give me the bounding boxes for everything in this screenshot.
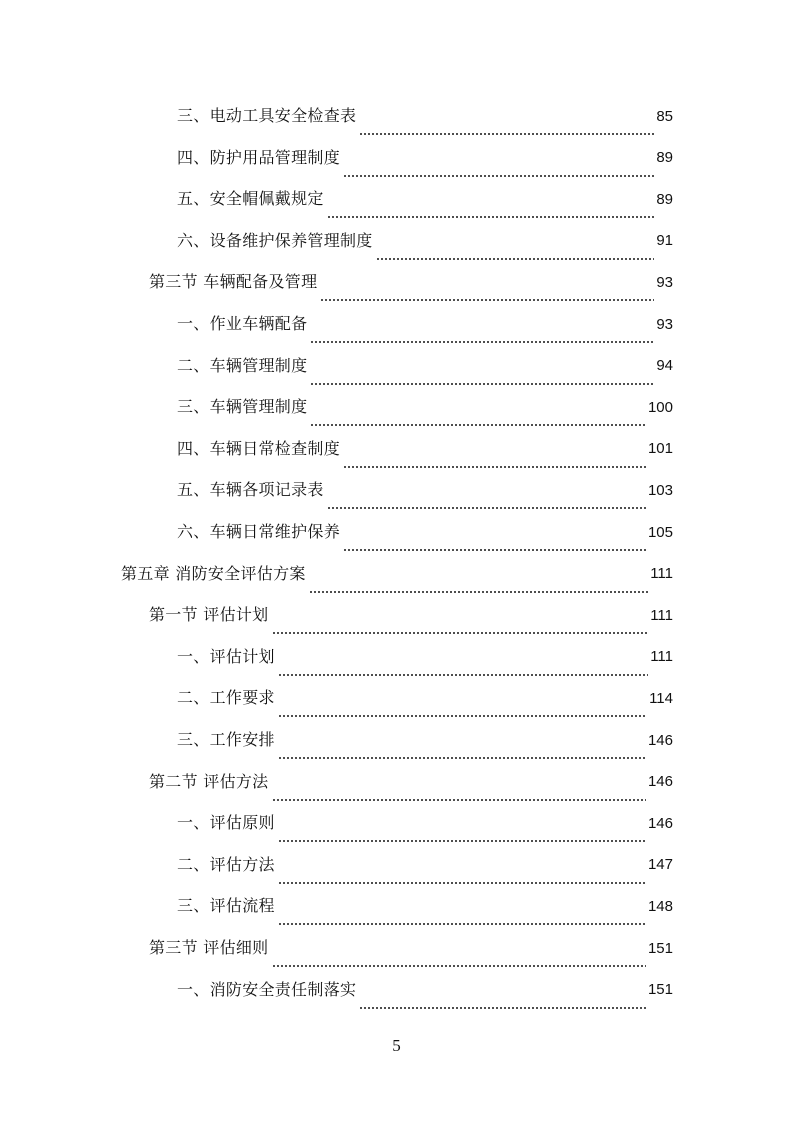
toc-entry[interactable] [177,512,673,552]
toc-dot-leader [310,403,646,427]
toc-entry-title: 五、安全帽佩戴规定 [177,189,324,209]
toc-entry[interactable] [149,262,673,302]
toc-dot-leader [310,362,654,386]
toc-entry[interactable] [177,138,673,178]
toc-entry[interactable] [177,470,673,510]
toc-entry[interactable] [177,304,673,344]
toc-entry[interactable] [177,387,673,427]
toc-entry[interactable] [177,637,673,677]
toc-entry-title: 第五章 消防安全评估方案 [121,563,306,583]
toc-entry-page: 100 [647,398,673,416]
toc-entry[interactable] [177,429,673,469]
toc-dot-leader [278,653,648,677]
toc-dot-leader [343,528,646,552]
toc-dot-leader [309,570,649,594]
toc-entry-page: 85 [656,107,673,125]
toc-dot-leader [343,154,654,178]
toc-entry[interactable] [177,221,673,261]
toc-entry-page: 89 [656,149,673,167]
toc-entry[interactable] [177,886,673,926]
toc-entry-page: 146 [647,773,673,791]
toc-entry[interactable] [177,845,673,885]
toc-entry-page: 111 [650,606,673,624]
page-number: 5 [392,1036,401,1055]
toc-entry-page: 93 [656,315,673,333]
toc-dot-leader [376,237,655,261]
toc-entry[interactable] [177,678,673,718]
toc-entry[interactable] [149,928,673,968]
toc-entry-title: 第三节 评估细则 [149,938,269,957]
toc-entry[interactable] [177,179,673,219]
toc-dot-leader [359,986,646,1010]
toc-entry-page: 111 [650,648,673,666]
toc-dot-leader [327,486,646,510]
toc-entry-title: 一、评估计划 [177,646,275,666]
toc-entry-page: 114 [649,689,673,707]
toc-entry-title: 四、车辆日常检查制度 [177,438,341,458]
toc-entry-title: 一、评估原则 [177,813,275,833]
toc-entry-page: 91 [656,232,673,250]
toc-entry-page: 89 [656,190,673,208]
toc-entry-page: 101 [647,440,673,458]
toc-dot-leader [272,611,649,635]
toc-entry-page: 105 [647,523,673,541]
toc-dot-leader [278,861,646,885]
toc-entry-title: 二、工作要求 [177,688,275,708]
toc-entry[interactable] [177,720,673,760]
toc-entry-page: 94 [656,357,673,375]
toc-dot-leader [278,736,646,760]
toc-entry-page: 111 [650,565,673,583]
toc-entry-title: 五、车辆各项记录表 [177,480,324,500]
toc-entry-title: 二、评估方法 [177,854,275,874]
toc-entry-title: 六、设备维护保养管理制度 [177,230,373,250]
toc-dot-leader [278,694,647,718]
toc-entry-title: 三、工作安排 [177,730,275,749]
toc-entry-page: 151 [647,939,673,957]
toc-entry-title: 第一节 评估计划 [149,605,269,625]
toc-dot-leader [359,112,654,136]
toc-entry[interactable] [149,762,673,802]
toc-entry-page: 147 [647,856,673,874]
toc-dot-leader [320,278,654,302]
toc-entry[interactable] [177,96,673,136]
toc-entry-title: 一、消防安全责任制落实 [177,979,357,999]
toc-dot-leader [327,195,655,219]
toc-entry[interactable] [177,803,673,843]
toc-dot-leader [343,445,646,469]
toc-dot-leader [272,944,646,968]
toc-entry[interactable] [149,595,673,635]
toc-entry-page: 103 [647,481,673,499]
toc-entry-page: 148 [647,897,673,915]
toc-entry-title: 六、车辆日常维护保养 [177,522,341,541]
toc-entry-page: 146 [647,814,673,832]
toc-entry-title: 第二节 评估方法 [149,771,269,791]
toc-dot-leader [272,778,646,802]
toc-dot-leader [278,819,646,843]
toc-entry-title: 三、电动工具安全检查表 [177,106,357,125]
toc-dot-leader [278,902,646,926]
toc-entry[interactable] [121,554,673,594]
toc-dot-leader [310,320,654,344]
toc-entry-title: 一、作业车辆配备 [177,314,308,333]
toc-entry[interactable] [177,346,673,386]
toc-entry[interactable] [177,970,673,1010]
toc-entry-page: 93 [656,273,673,291]
toc-entry-title: 四、防护用品管理制度 [177,147,341,167]
toc-entry-title: 三、车辆管理制度 [177,397,308,417]
toc-entry-title: 第三节 车辆配备及管理 [149,272,318,292]
toc-entry-title: 三、评估流程 [177,896,275,916]
toc-entry-page: 146 [647,731,673,749]
toc-entry-page: 151 [647,981,673,999]
toc-entry-title: 二、车辆管理制度 [177,355,308,375]
